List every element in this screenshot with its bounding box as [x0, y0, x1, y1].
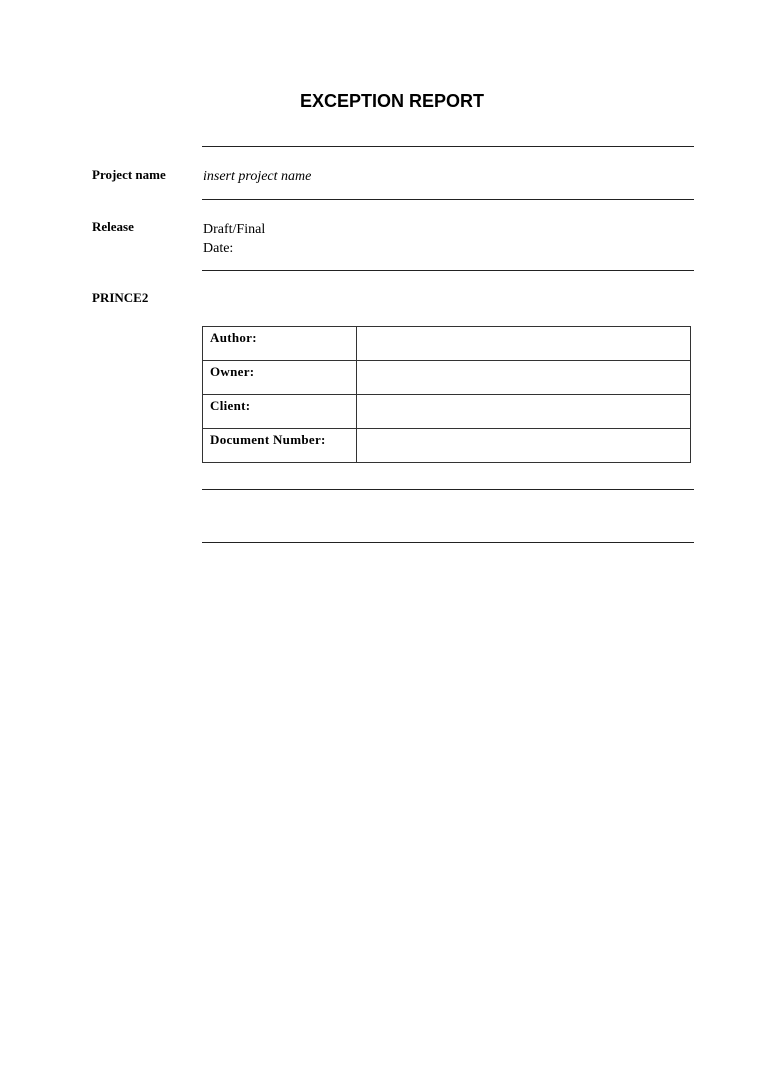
- client-value: [357, 395, 691, 429]
- divider: [202, 146, 694, 147]
- owner-value: [357, 361, 691, 395]
- table-row: [203, 395, 691, 429]
- release-value: Draft/Final: [203, 222, 266, 237]
- table-row: [203, 429, 691, 463]
- project-name-value: insert project name: [203, 169, 312, 184]
- table-row: [203, 327, 691, 361]
- release-label: Release: [92, 219, 134, 234]
- page-title: EXCEPTION REPORT: [299, 91, 485, 111]
- divider: [202, 270, 694, 271]
- project-name-label: Project name: [92, 167, 166, 182]
- client-label: Client:: [203, 395, 357, 429]
- author-label: Author:: [203, 327, 357, 361]
- document-number-value: [357, 429, 691, 463]
- divider: [202, 542, 694, 543]
- document-info-table: [202, 326, 691, 463]
- prince2-label: PRINCE2: [92, 290, 149, 305]
- date-label: Date:: [203, 241, 234, 256]
- author-value: [357, 327, 691, 361]
- table-row: [203, 361, 691, 395]
- document-number-label: Document Number:: [203, 429, 357, 463]
- owner-label: Owner:: [203, 361, 357, 395]
- divider: [202, 489, 694, 490]
- divider: [202, 199, 694, 200]
